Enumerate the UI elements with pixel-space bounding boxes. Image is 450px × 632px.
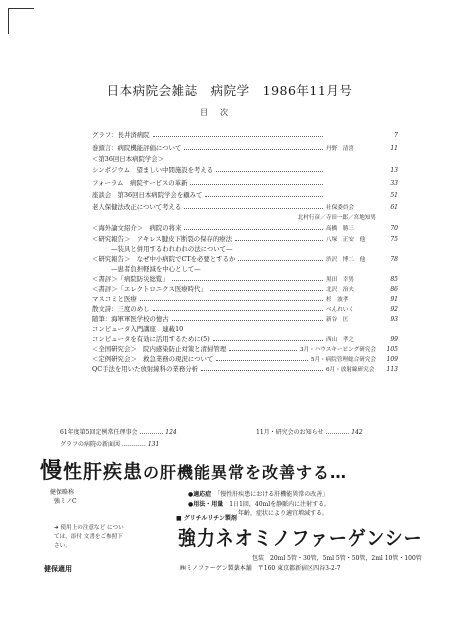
toc-author: べんれいく — [326, 307, 354, 313]
toc-entry — [92, 143, 398, 153]
toc-author: 北村行彦／寺田一郎／宮地知男 — [297, 215, 376, 221]
toc-entry — [92, 154, 398, 164]
toc-entry — [92, 130, 398, 140]
crop-mark-left — [8, 8, 9, 34]
toc-entry — [92, 314, 398, 324]
toc-page-number: 7 — [394, 132, 398, 139]
toc-page-number: 33 — [390, 180, 398, 187]
toc-leader-dots — [153, 310, 323, 311]
usage-note: ➜ 使用上の注意など については，添付 文書をご参照下さい。 — [54, 525, 124, 549]
toc-title: ＜第36回日本病院学会＞ — [92, 155, 165, 163]
toc-title: ＜研究報告＞ アキレス腱皮下断裂の保存的療法 — [92, 235, 233, 243]
toc-leader-dots — [216, 171, 323, 172]
toc-leader-dots — [238, 260, 323, 261]
toc-title: ＜書評＞「病院防災総覧」 — [92, 275, 169, 283]
package-info: 包装 20ml 5管・30管，5ml 5管・50管，2ml 10管・100管 — [252, 555, 422, 562]
toc-title: 巻頭言：病院機能評価について — [92, 144, 182, 152]
toc-leader-dots — [153, 136, 323, 137]
dosage-note: 年齢，症状により適宜増減する。 — [238, 510, 329, 517]
crop-mark-top — [8, 8, 34, 9]
toc-leader-dots — [184, 149, 323, 150]
bottom-toc-2: 11月・研究会のお知らせ ………… 142 — [256, 429, 363, 436]
toc-page-number: 61 — [390, 204, 398, 211]
advertisement — [40, 454, 434, 574]
toc-entry — [92, 234, 398, 244]
insurance-label: 健保略称 — [50, 489, 75, 496]
toc-entry — [92, 190, 398, 200]
toc-leader-dots — [205, 196, 323, 197]
toc-author: 新谷 匡 — [326, 317, 349, 323]
toc-entry — [92, 213, 398, 223]
toc-entry — [92, 304, 398, 314]
toc-author: 丹野 清喜 — [326, 146, 354, 152]
toc-author: 北沢 治夫 — [326, 287, 354, 293]
toc-entry — [92, 274, 398, 284]
toc-entry — [92, 334, 398, 344]
toc-entry — [92, 294, 398, 304]
toc-title: コンピュータを有効に活用するために(5) — [92, 335, 210, 343]
toc-page-number: 93 — [390, 316, 398, 323]
toc-page-number: 91 — [390, 296, 398, 303]
toc-author: 渋沢 博二 他 — [326, 257, 366, 263]
toc-page-number: 51 — [390, 192, 398, 199]
toc-page-number: 75 — [390, 236, 398, 243]
toc-author: 5月・病院管理総合研究会 — [310, 357, 376, 363]
toc-title: 座談会 第36回日本病院学会を顧みて — [92, 191, 203, 199]
ad-headline: 慢性肝疾患の肝機能異常を改善する… — [40, 459, 348, 484]
dosage: ●用法・用量 1日1回，40mlを静脈内に注射する。 — [188, 501, 331, 508]
toc-entry — [92, 324, 398, 334]
toc-entry — [92, 223, 398, 233]
toc-leader-dots — [184, 229, 323, 230]
toc-title: ＜全国研究会＞ 院内感染防止対策と清掃管理 — [92, 345, 227, 353]
toc-title: マスコミと医療 — [92, 295, 137, 303]
toc-entry — [92, 244, 398, 254]
toc-page-number: 85 — [390, 276, 398, 283]
toc-author: 黒田 幸男 — [326, 277, 354, 283]
toc-leader-dots — [140, 300, 323, 301]
toc-title: 随筆：海軍軍医学校の憶古 — [92, 315, 169, 323]
toc-leader-dots — [213, 340, 323, 341]
toc-leader-dots — [184, 208, 323, 209]
toc-page-number: 99 — [390, 336, 398, 343]
insurance-name: 強ミノC — [54, 498, 77, 505]
toc-author: 高橋 勝三 — [326, 226, 354, 232]
toc-entry — [92, 178, 398, 188]
bottom-toc-3: グラフの病院の新面図 ………… 131 — [60, 441, 160, 448]
toc-leader-dots — [190, 184, 323, 185]
company-info: ㈱ミノファーゲン製薬本舗 〒160 東京都新宿区四谷3-2-7 — [180, 565, 341, 572]
issue-date: 1986年11月号 — [262, 83, 353, 98]
brand-name: 強力ネオミノファーゲンシー — [178, 526, 423, 550]
toc-author: 3月・ハウスキーピング研究会 — [300, 347, 376, 353]
toc-author: 社保委員会 — [326, 205, 354, 211]
toc-title: コンピュータ入門講座 連載10 — [92, 325, 184, 333]
bottom-toc-1: 61年度第5回定例常任理事会 ………… 124 — [60, 429, 177, 436]
toc-entry — [92, 264, 398, 274]
toc-title: —患者負担軽減を中心として— — [92, 265, 201, 273]
toc-entry — [92, 202, 398, 212]
table-of-contents-heading: 目次 — [200, 108, 240, 117]
toc-title: グラフ：長井済病院 — [92, 131, 150, 139]
toc-title: 老人保健法改正について考える — [92, 203, 182, 211]
toc-leader-dots — [216, 360, 308, 361]
toc-author: 杉 波孝 — [326, 297, 349, 303]
toc-leader-dots — [210, 290, 323, 291]
toc-author: 八塚 正安 他 — [326, 237, 366, 243]
toc-title: シンポジウム 望ましい中間施設を考える — [92, 166, 214, 174]
insurance-applicable: 健保適用 — [44, 564, 72, 573]
toc-page-number: 78 — [390, 256, 398, 263]
toc-entry — [92, 354, 398, 364]
journal-header — [0, 66, 450, 99]
toc-entry — [92, 254, 398, 264]
toc-page-number: 11 — [390, 145, 398, 152]
toc-author: 西山 孝之 — [326, 337, 354, 343]
toc-title: ＜海外論文紹介＞ 病院の将来 — [92, 224, 182, 232]
toc-leader-dots — [235, 240, 323, 241]
toc-page-number: 86 — [390, 286, 398, 293]
toc-author: 6月・放射線研究会 — [326, 367, 375, 373]
toc-entry — [92, 344, 398, 354]
toc-title: 散文詩：三度のめし — [92, 305, 150, 313]
toc-title: —装具と併用するわれわれの法について— — [92, 245, 233, 253]
toc-leader-dots — [229, 350, 297, 351]
toc-leader-dots — [172, 280, 323, 281]
toc-leader-dots — [201, 370, 323, 371]
maker-label: ■ グリチルリチン製剤 — [176, 515, 237, 522]
toc-title: ＜書評＞「エレクトロニクス医療時代」 — [92, 285, 207, 293]
toc-entry — [92, 284, 398, 294]
toc-page-number: 105 — [386, 346, 398, 353]
toc-title: ＜研究報告＞ なぜ中小病院でCTを必要とするか — [92, 255, 236, 263]
journal-title: 日本病院会雑誌 病院学 — [106, 83, 250, 98]
toc-entry — [92, 165, 398, 175]
toc-page-number: 70 — [390, 225, 398, 232]
toc-title: QC手法を用いた放射線科の業務分析 — [92, 365, 198, 373]
toc-title: フォーラム 病院サービスの革新 — [92, 179, 188, 187]
toc-title: ＜定例研究会＞ 救急業務の現況について — [92, 355, 214, 363]
indication: ●適応症 「慢性肝疾患における肝機能異常の改善」 — [188, 491, 329, 498]
toc-page-number: 113 — [386, 366, 398, 373]
toc-page-number: 92 — [390, 306, 398, 313]
toc-page-number: 109 — [386, 356, 398, 363]
toc-page-number: 13 — [390, 167, 398, 174]
toc-leader-dots — [172, 320, 323, 321]
toc-entry — [92, 364, 398, 374]
